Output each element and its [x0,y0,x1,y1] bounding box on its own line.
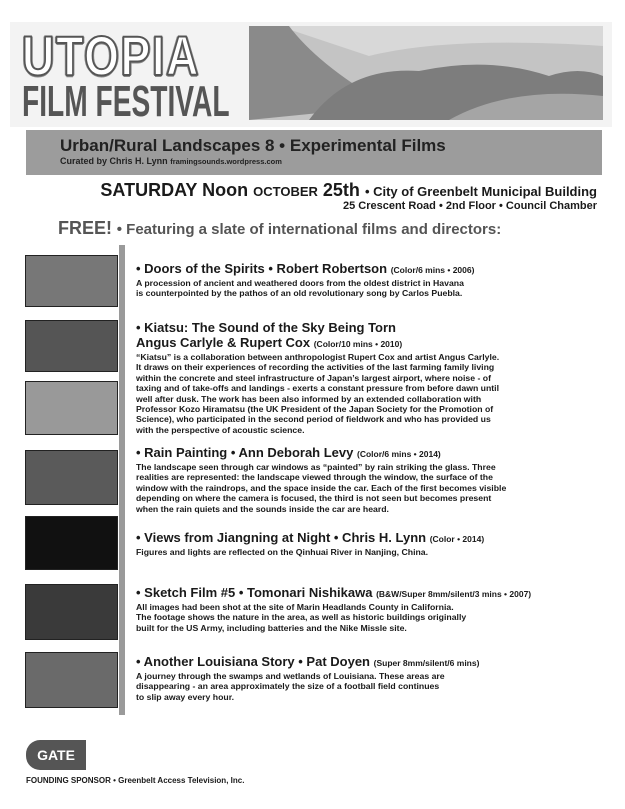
film-desc-line: well after dusk. The work has been also informed by an extended collaboration with [136,393,482,404]
film-desc-line: Figures and lights are reflected on the Qinhuai River in Nanjing, China. [136,547,429,557]
film-entry [136,585,616,633]
film-desc-line: Professor Kozo Hiramatsu (the UK President of the Japan Society for the Promotion of [136,404,494,415]
film-desc-line: The landscape seen through car windows as “painted” by rain striking the glass. Three [136,462,496,472]
film-meta: (B&W/Super 8mm/silent/3 mins • 2007) [376,589,532,599]
film-meta: (Color • 2014) [429,534,485,544]
event-venue: • City of Greenbelt Municipal Building [364,184,597,199]
film-desc-line: It draws on their experiences of recording the activities of the last farming family living [136,362,495,373]
event-day: SATURDAY Noon [100,180,249,200]
film-desc-line: within the concrete and steel infrastructure of Japan’s largest airport, where noise - of [136,372,491,383]
event-date [100,180,597,201]
film-desc-line: window with the raindrops, and the space inside the car. Each of the first becomes visible [136,482,507,493]
film-desc-line: Science), who participated in the second period of fieldwork and who has provided us [136,414,491,425]
film-entry [136,320,616,435]
film-desc-line: “Kiatsu” is a collaboration between anthropologist Rupert Cox and artist Angus Carlyle. [136,352,500,362]
film-meta: (Color/10 mins • 2010) [313,339,403,349]
event-day-number: 25th [322,180,360,200]
film-title: • Rain Painting • Ann Deborah Levy [136,445,354,460]
film-entry [136,261,616,299]
landscape-artwork [249,26,603,120]
film-thumbnail [25,450,118,505]
film-desc-line: depending on where the camera is focused, the third is not seen but becomes present [136,493,492,504]
film-heading [136,335,616,352]
film-desc-line: A procession of ancient and weathered doors from the oldest district in Havana [136,278,464,288]
film-heading [136,261,616,278]
film-heading [136,445,616,462]
film-entry [136,445,616,514]
film-title: • Sketch Film #5 • Tomonari Nishikawa [136,585,373,600]
film-meta: (Color/6 mins • 2006) [390,265,475,275]
website-link[interactable]: framingsounds.wordpress.com [170,157,282,166]
film-entry [136,654,616,702]
film-desc-line: disappearing - an area approximately the size of a football field continues [136,681,440,692]
intro-text: • Featuring a slate of international films and directors: [116,221,502,238]
divider-bar [119,245,125,715]
film-thumbnail [25,255,118,307]
series-band [26,130,602,175]
gate-logo: GATE [26,740,86,770]
film-heading [136,585,616,602]
film-thumbnail [25,584,118,640]
film-desc-line: to slip away every hour. [136,691,235,702]
film-thumbnail [25,652,118,708]
film-desc-line: with the perspective of acoustic science. [136,424,305,435]
film-title: • Another Louisiana Story • Pat Doyen [136,654,370,669]
film-desc-line: A journey through the swamps and wetlands of Louisiana. These areas are [136,671,445,681]
film-desc-line: The footage shows the nature in the area, as well as historic buildings originally [136,612,467,623]
intro-line [58,218,501,239]
film-thumbnail [25,516,118,570]
film-desc-line: realities are represented: the landscape viewed through the window, the surface of the [136,472,493,483]
film-entry [136,530,616,557]
event-month: OCTOBER [253,184,318,199]
film-thumbnail [25,381,118,435]
film-directors: Angus Carlyle & Rupert Cox [136,335,311,350]
film-heading [136,654,616,671]
film-title: • Views from Jiangning at Night • Chris H. Lynn [136,530,427,545]
curator: Curated by Chris H. Lynn [60,156,168,166]
film-title: • Kiatsu: The Sound of the Sky Being Torn [136,320,396,335]
film-desc-line: when the rain quiets and the sounds inside the car are heard. [136,503,389,514]
event-address: 25 Crescent Road • 2nd Floor • Council Chamber [342,200,597,212]
film-thumbnail [25,320,118,372]
series-title: Urban/Rural Landscapes 8 • Experimental Films [60,136,446,155]
film-desc-line: is counterpointed by the pathos of an old revolutionary song by Carlos Puebla. [136,288,463,299]
film-meta: (Color/6 mins • 2014) [357,449,441,459]
film-title: • Doors of the Spirits • Robert Robertson [136,261,388,276]
curator-line [60,156,282,166]
film-desc-line: taxing and of take-offs and landings - exerts a constant pressure from before dawn until [136,383,500,394]
film-desc-line: built for the US Army, including batteries and the Nike Missle site. [136,622,407,633]
film-desc-line: All images had been shot at the site of Marin Headlands County in California. [136,602,454,612]
film-meta: (Super 8mm/silent/6 mins) [373,658,480,668]
free-label: FREE! [58,218,112,238]
festival-title: FILM FESTIVAL [22,77,230,126]
utopia-logo: UTOPIA [22,24,201,87]
film-heading [136,530,616,547]
sponsor-line: FOUNDING SPONSOR • Greenbelt Access Television, Inc. [26,776,245,785]
